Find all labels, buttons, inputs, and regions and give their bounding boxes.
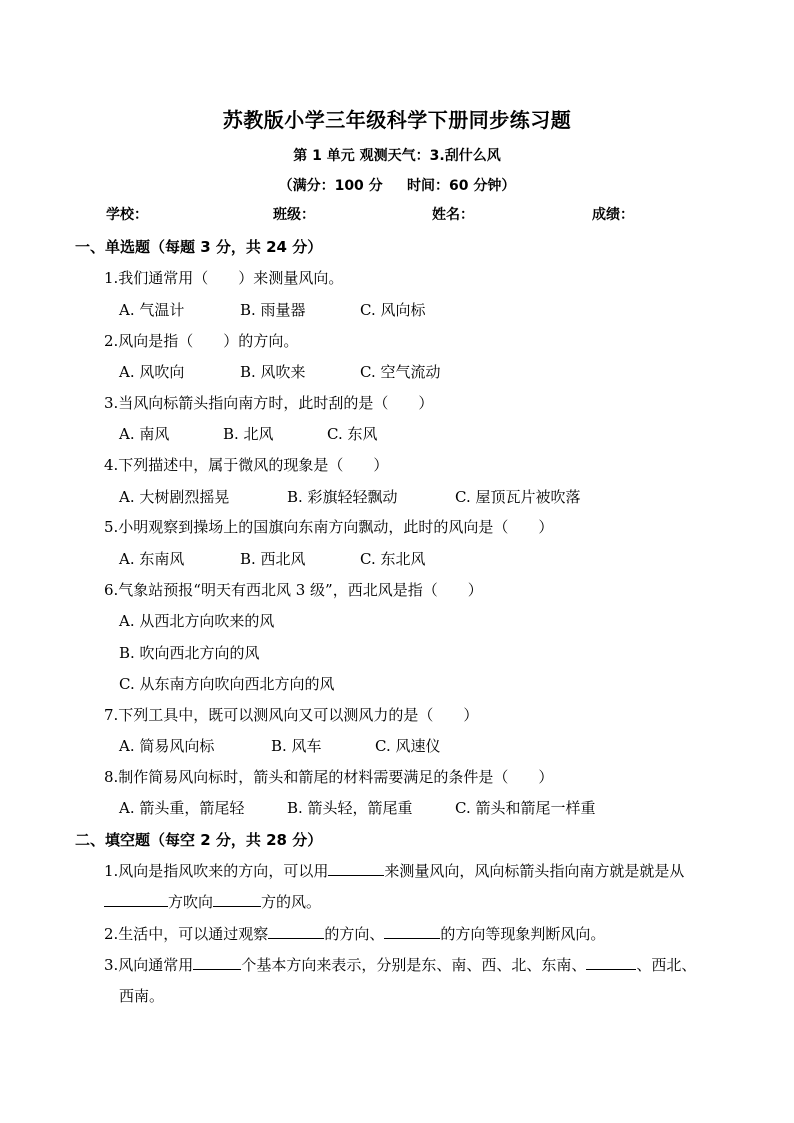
answer-blank[interactable] <box>268 924 324 939</box>
fill-question-1-cont <box>104 891 321 912</box>
fill-question-3-cont: 西南。 <box>119 987 165 1005</box>
text: 方的风。 <box>261 893 322 911</box>
score-label: 成绩： <box>592 207 634 223</box>
option: C. 风速仪 <box>375 737 441 755</box>
answer-blank[interactable] <box>213 892 261 907</box>
text: 的方向、 <box>324 925 385 943</box>
option: A. 箭头重，箭尾轻 <box>119 799 245 817</box>
question-6: 6.气象站预报“明天有西北风 3 级”，西北风是指（ ） <box>104 581 483 599</box>
answer-blank[interactable] <box>384 924 440 939</box>
score-time-info: （满分：100 分 时间：60 分钟） <box>278 178 516 194</box>
options-2 <box>119 361 440 382</box>
text: 1.风向是指风吹来的方向，可以用 <box>104 862 329 880</box>
section-heading-fill: 二、填空题（每空 2 分，共 28 分） <box>75 831 323 849</box>
options-8 <box>119 797 595 818</box>
options-5 <box>119 548 425 569</box>
answer-blank[interactable] <box>104 892 168 907</box>
text: 2.生活中，可以通过观察 <box>104 925 269 943</box>
answer-blank[interactable] <box>328 861 384 876</box>
option: C. 箭头和箭尾一样重 <box>455 799 596 817</box>
class-label: 班级： <box>273 207 315 223</box>
text: 个基本方向来表示，分别是东、南、西、北、东南、 <box>241 956 587 974</box>
section-heading-choice: 一、单选题（每题 3 分，共 24 分） <box>75 238 323 256</box>
school-label: 学校： <box>106 207 148 223</box>
option-6b: B. 吹向西北方向的风 <box>119 644 260 662</box>
option: A. 风吹向 <box>119 363 185 381</box>
option: A. 南风 <box>119 425 170 443</box>
options-1 <box>119 299 425 320</box>
question-5: 5.小明观察到操场上的国旗向东南方向飘动，此时的风向是（ ） <box>104 518 554 536</box>
option: A. 气温计 <box>119 301 185 319</box>
option-6c: C. 从东南方向吹向西北方向的风 <box>119 675 335 693</box>
text: 3.风向通常用 <box>104 956 194 974</box>
text: 来测量风向，风向标箭头指向南方就是就是从 <box>384 862 685 880</box>
fill-question-1 <box>104 860 684 881</box>
name-label: 姓名： <box>432 207 474 223</box>
question-1: 1.我们通常用（ ）来测量风向。 <box>104 269 344 287</box>
option: C. 空气流动 <box>360 363 441 381</box>
option-6a: A. 从西北方向吹来的风 <box>119 612 275 630</box>
text: 方吹向 <box>168 893 214 911</box>
question-3: 3.当风向标箭头指向南方时，此时刮的是（ ） <box>104 394 434 412</box>
option: A. 东南风 <box>119 550 185 568</box>
option: C. 屋顶瓦片被吹落 <box>455 488 581 506</box>
option: B. 箭头轻，箭尾重 <box>287 799 413 817</box>
option: A. 大树剧烈摇晃 <box>119 488 230 506</box>
options-4 <box>119 486 580 507</box>
question-8: 8.制作简易风向标时，箭头和箭尾的材料需要满足的条件是（ ） <box>104 768 554 786</box>
option: B. 风吹来 <box>240 363 306 381</box>
option: B. 风车 <box>271 737 322 755</box>
question-4: 4.下列描述中，属于微风的现象是（ ） <box>104 456 389 474</box>
option: B. 北风 <box>223 425 274 443</box>
option: A. 简易风向标 <box>119 737 215 755</box>
question-2: 2.风向是指（ ）的方向。 <box>104 332 299 350</box>
option: C. 风向标 <box>360 301 426 319</box>
option: B. 西北风 <box>240 550 306 568</box>
question-7: 7.下列工具中，既可以测风向又可以测风力的是（ ） <box>104 706 479 724</box>
option: B. 彩旗轻轻飘动 <box>287 488 398 506</box>
text: 、西北、 <box>636 956 697 974</box>
fill-question-3 <box>104 954 696 975</box>
unit-subtitle: 第 1 单元 观测天气：3.刮什么风 <box>293 148 501 164</box>
answer-blank[interactable] <box>586 955 636 970</box>
options-7 <box>119 735 440 756</box>
fill-question-2 <box>104 923 605 944</box>
options-3 <box>119 423 377 444</box>
text: 的方向等现象判断风向。 <box>440 925 606 943</box>
option: B. 雨量器 <box>240 301 306 319</box>
answer-blank[interactable] <box>193 955 241 970</box>
option: C. 东风 <box>327 425 378 443</box>
option: C. 东北风 <box>360 550 426 568</box>
worksheet-title: 苏教版小学三年级科学下册同步练习题 <box>222 108 572 132</box>
